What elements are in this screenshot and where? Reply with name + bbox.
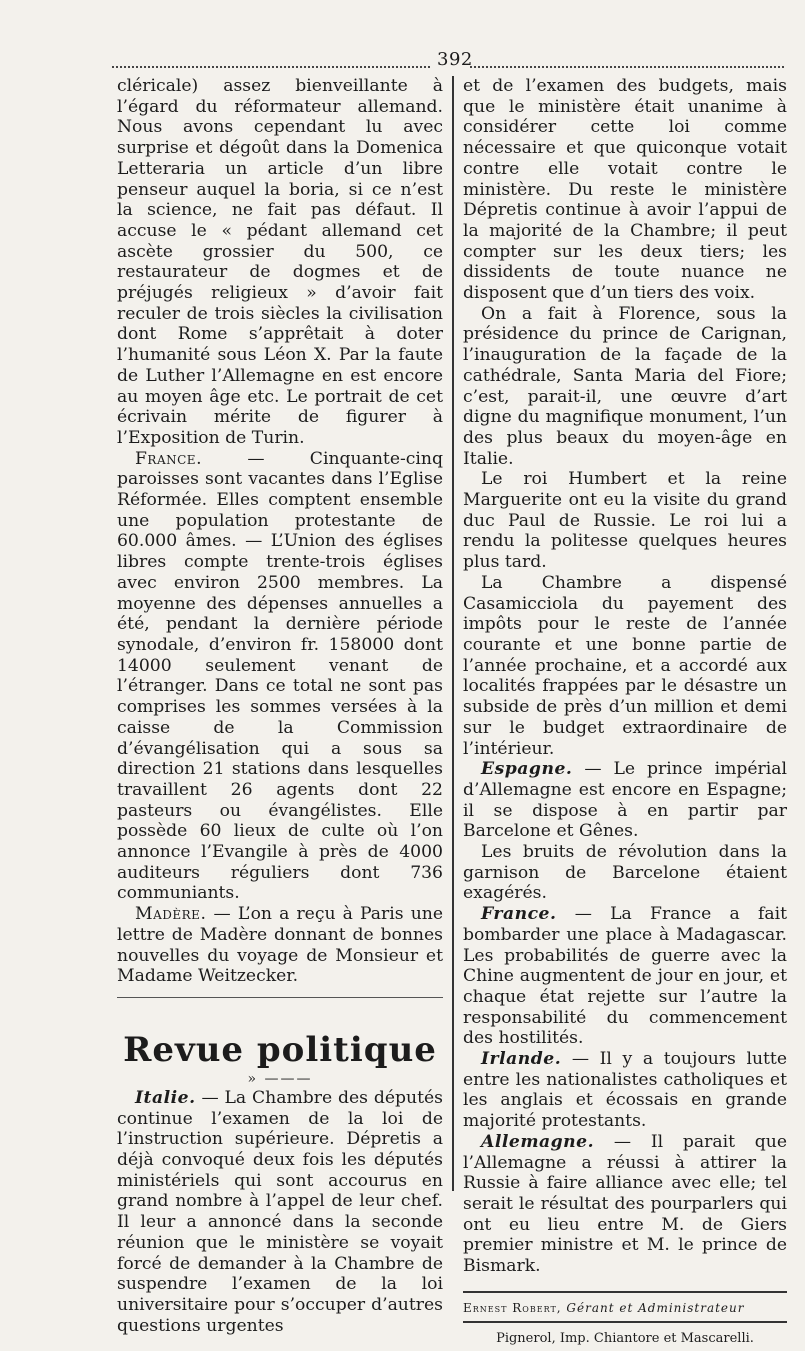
france-political-news <box>463 904 787 1049</box>
allemagne-lead: Allemagne. <box>481 1131 595 1152</box>
allemagne-text: — Il parait que l’Allemagne a réussi à attirer la Russie à faire alliance avec elle; tel serait le résultat des pourparlers qui ont eu lieu entre M. de Giers premier ministre et M. le prince de Bismark. <box>463 1131 787 1277</box>
section-title-rule: » ——— <box>247 1070 313 1087</box>
allemagne-news <box>463 1132 787 1277</box>
madere-news <box>117 904 443 987</box>
espagne-text: — Le prince impérial d’Allemagne est encore en Espagne; il se dispose à en partir par Barcelone et Gênes. <box>463 759 787 842</box>
irlande-text: — Il y a toujours lutte entre les nationalistes catholiques et les anglais et écossais en grande majorité protestants. <box>463 1049 787 1132</box>
barcelone-news: Les bruits de révolution dans la garnison de Barcelone étaient exagérés. <box>463 842 787 904</box>
france-political-lead: France. <box>481 904 557 925</box>
irlande-news <box>463 1049 787 1132</box>
france-text: — Cinquante-cinq paroisses sont vacantes dans l’Eglise Réformée. Elles comptent ensemble une population protestante de 60.000 âmes. — L’Union des églises libres compte trente-trois églises avec environ 2500 membres. La moyenne des dépenses annuelles a été, pendant la dernière période synodale, d’environ fr. 158000 dont 14000 seulement venant de l’étranger. Dans ce total ne sont pas comprises les sommes versées à la caisse de la Commission d’évangélisation qui a sous sa direction 21 stations dans lesquelles travaillent 26 agents dont 22 pasteurs ou évangélistes. Elle possède 60 lieux de culte où l’on annonce l’Evangile à près de 4000 auditeurs réguliers dont 736 communiants. <box>117 448 443 904</box>
imprint-line: Pignerol, Imp. Chiantore et Mascarelli. <box>496 1330 754 1346</box>
irlande-lead: Irlande. <box>481 1049 562 1070</box>
france-religious-news <box>117 449 443 904</box>
column-divider <box>452 76 454 1191</box>
gerant-line <box>463 1299 787 1317</box>
casamicciola-news: La Chambre a dispensé Casamicciola du payement des impôts pour le reste de l’année courante et une bonne partie de l’année prochaine, et a accordé aux localités frappées par le désastre un subside de près d’un million et demi sur le budget extraordinaire de l’intérieur. <box>463 572 787 759</box>
footer-rule <box>463 1291 787 1293</box>
france-political-text: — La France a fait bombarder une place à Madagascar. Les probabilités de guerre avec la Chine augmentent de jour en jour, et chaque état rejette sur l’autre la responsabilité du commencement des hostilités. <box>463 904 787 1049</box>
espagne-news <box>463 759 787 842</box>
right-column <box>463 76 787 1351</box>
imprint-rule <box>463 1321 787 1323</box>
left-paragraph-continuation: cléricale) assez bienveillante à l’égard du réformateur allemand. Nous avons cependant lu avec surprise et dégoût dans la Domenica Letteraria un article d’un libre penseur auquel la boria, si ce n’est la science, ne fait pas défaut. Il accuse le « pédant allemand cet ascète grossier du 500, ce restaurateur de dogmes et de préjugés religieux » d’avoir fait reculer de trois siècles la civilisation dont Rome s’apprêtait à doter l’humanité sous Léon X. Par la faute de Luther l’Allemagne en est encore au moyen âge etc. Le portrait de cet écrivain mérite de figurer à l’Exposition de Turin. <box>117 76 443 448</box>
header-ornament-right <box>470 66 784 71</box>
page-number: 392 <box>437 49 473 70</box>
italie-lead: Italie. <box>135 1087 196 1108</box>
gerant-role: Gérant et Administrateur <box>561 1300 745 1315</box>
gerant-name: Ernest Robert, <box>463 1300 562 1315</box>
section-title: Revue politique <box>123 1029 437 1070</box>
madere-lead: Madère. <box>135 904 207 925</box>
royal-visit-news: Le roi Humbert et la reine Marguerite ont eu la visite du grand duc Paul de Russie. Le roi lui a rendu la politesse quelques heures plus tard. <box>463 469 787 573</box>
section-separator <box>117 997 443 1000</box>
left-column <box>117 76 443 1336</box>
france-lead: France. <box>135 448 203 469</box>
espagne-lead: Espagne. <box>481 759 573 780</box>
madere-text: — L’on a reçu à Paris une lettre de Madère donnant de bonnes nouvelles du voyage de Monsieur et Madame Weitzecker. <box>117 904 443 987</box>
right-paragraph-continuation: et de l’examen des budgets, mais que le ministère était unanime à considérer cette loi comme nécessaire et que quiconque votait contre elle votait contre le ministère. Du reste le ministère Dépretis continue à avoir l’appui de la majorité de la Chambre; il peut compter sur les deux tiers; les dissidents de toute nuance ne disposent que d’un tiers des voix. <box>463 76 787 304</box>
florence-news: On a fait à Florence, sous la présidence du prince de Carignan, l’inauguration de la façade de la cathédrale, Santa Maria del Fiore; c’est, parait-il, une œuvre d’art digne du magnifique monument, l’un des plus beaux du moyen-âge en Italie. <box>463 303 787 469</box>
header-ornament-left <box>112 66 430 71</box>
italie-news <box>117 1088 443 1336</box>
italie-text: — La Chambre des députés continue l’examen de la loi de l’instruction supérieure. Dépretis a déjà convoqué deux fois les députés ministériels qui sont accourus en grand nombre à l’appel de leur chef. Il leur a annoncé dans la seconde réunion que le ministère se voyait forcé de demander à la Chambre de suspendre l’examen de la loi universitaire pour s’occuper d’autres questions urgentes <box>117 1087 443 1336</box>
